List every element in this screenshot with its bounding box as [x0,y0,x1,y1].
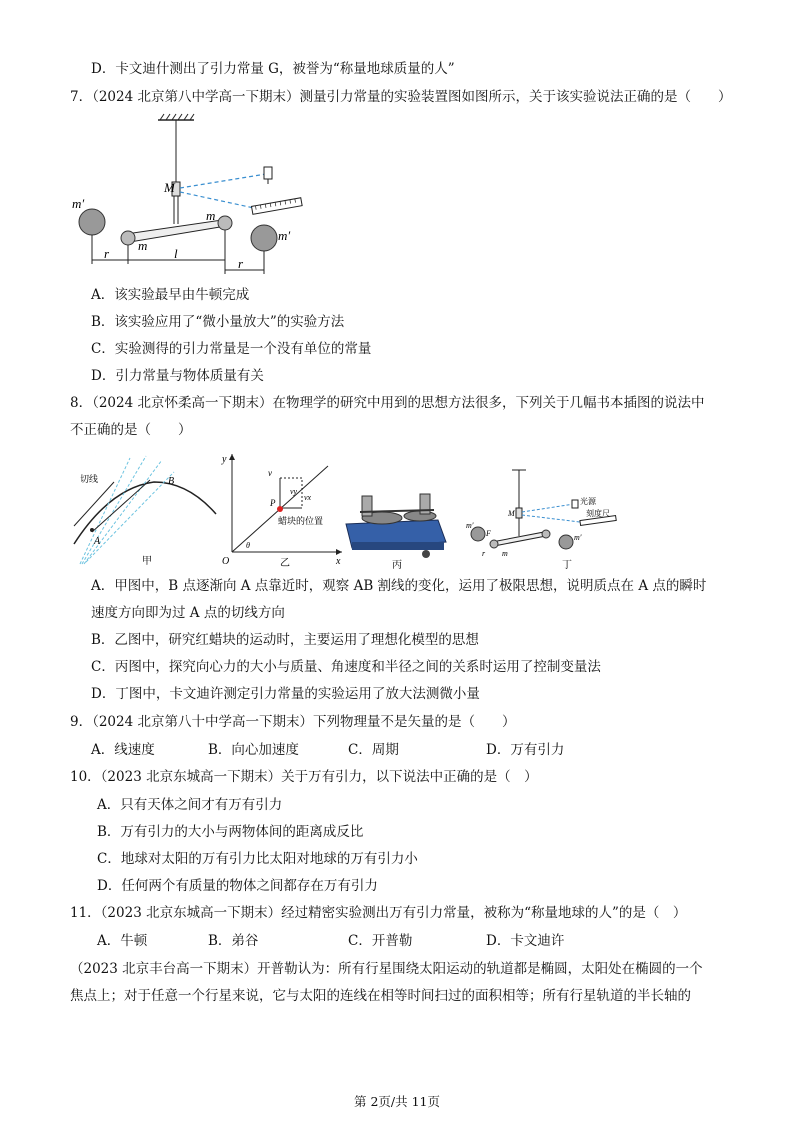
q8-stem-line2: 不正确的是（ ） [70,422,192,438]
q7-option-d: D．引力常量与物体质量有关 [91,368,264,384]
q7-label-r-left: r [104,246,110,261]
q8-caption-bing: 丙 [392,560,402,570]
q7-option-c: C．实验测得的引力常量是一个没有单位的常量 [91,341,372,357]
q8-stem-line1: 8．（2024 北京怀柔高一下期末）在物理学的研究中用到的思想方法很多，下列关于几幅书本插图的说法中 [70,395,705,411]
q8-figure-bing [342,480,450,570]
q10-stem: 10．（2023 北京东城高一下期末）关于万有引力，以下说法中正确的是（ ） [70,769,538,785]
q8-jia-label-tangent: 切线 [80,474,99,484]
q8-caption-yi: 乙 [280,558,290,569]
q8-option-d: D．丁图中，卡文迪许测定引力常量的实验运用了放大法测微小量 [91,686,480,702]
q9-stem: 9．（2024 北京第八十中学高一下期末）下列物理量不是矢量的是（ ） [70,714,516,730]
q8-option-a: A．甲图中，B 点逐渐向 A 点靠近时，观察 AB 割线的变化，运用了极限思想，说明质点在 A 点的瞬时 [91,578,707,594]
q12-line1: （2023 北京丰台高一下期末）开普勒认为：所有行星围绕太阳运动的轨道都是椭圆，太阳处在椭圆的一个 [70,961,703,977]
q7-label-r-right: r [238,256,244,271]
q8-jia-label-A: A [94,536,101,547]
q8-yi-label-y: y [222,454,227,465]
page-footer: 第 2页/共 11页 [353,1094,441,1109]
q9-option-b: B．向心加速度 [208,742,299,758]
q8-figure-yi [218,452,346,570]
q11-option-b: B．弟谷 [208,933,259,949]
q10-option-c: C．地球对太阳的万有引力比太阳对地球的万有引力小 [97,851,418,867]
q8-yi-label-block: 蜡块的位置 [278,516,324,526]
q8-ding-label-light: 光源 [580,497,596,506]
q7-label-mprime-left: m′ [72,196,85,211]
q8-yi-label-x: x [336,556,341,567]
q8-option-c: C．丙图中，探究向心力的大小与质量、角速度和半径之间的关系时运用了控制变量法 [91,659,601,675]
q8-jia-label-B: B [168,476,175,487]
q8-option-a-cont: 速度方向即为过 A 点的切线方向 [91,605,285,621]
q11-option-a: A．牛顿 [97,933,148,949]
q11-option-d: D．卡文迪许 [486,933,565,949]
q7-cavendish-figure [70,112,310,280]
q7-label-mprime-right: m′ [278,228,291,243]
q8-yi-label-P: P [270,498,276,508]
q7-label-M: M [164,180,175,195]
q8-ding-label-scale: 刻度尺 [586,509,610,518]
q8-ding-label-m: m [502,549,508,558]
q8-yi-label-O: O [222,556,230,567]
q8-figure-ding [462,460,632,572]
q7-label-m-right: m [206,208,216,223]
q9-option-a: A．线速度 [91,742,155,758]
q8-figure-jia [70,452,220,570]
q8-yi-label-vx: vx [304,493,312,502]
q10-option-d: D．任何两个有质量的物体之间都存在万有引力 [97,878,378,894]
q8-yi-label-theta: θ [246,541,250,550]
q7-stem: 7．（2024 北京第八中学高一下期末）测量引力常量的实验装置图如图所示，关于该实验说法正确的是（ ） [70,89,732,105]
q11-stem: 11．（2023 北京东城高一下期末）经过精密实验测出万有引力常量，被称为“称量地球的人”的是（ ） [70,905,687,921]
q9-option-c: C．周期 [348,742,399,758]
q8-option-b: B．乙图中，研究红蜡块的运动时，主要运用了理想化模型的思想 [91,632,479,648]
q11-option-c: C．开普勒 [348,933,413,949]
q6-option-d: D．卡文迪什测出了引力常量 G，被誉为“称量地球质量的人” [91,61,455,77]
q8-ding-label-mprime-right: m′ [574,533,582,542]
q10-option-a: A．只有天体之间才有万有引力 [97,797,283,813]
q7-option-b: B．该实验应用了“微小量放大”的实验方法 [91,314,345,330]
q8-ding-label-mprime-left: m′ [466,521,474,530]
q8-caption-ding: 丁 [562,560,572,571]
q9-option-d: D．万有引力 [486,742,565,758]
q10-option-b: B．万有引力的大小与两物体间的距离成反比 [97,824,364,840]
q7-label-m-left: m [138,238,148,253]
q8-caption-jia: 甲 [142,556,152,567]
q7-label-l: l [174,246,178,261]
q8-ding-label-F: F [486,529,491,538]
q8-yi-label-vy: vy [290,487,298,496]
q8-ding-label-M: M [508,509,515,518]
q12-line2: 焦点上；对于任意一个行星来说，它与太阳的连线在相等时间扫过的面积相等；所有行星轨道的半长轴的 [70,988,691,1004]
q8-ding-label-r: r [482,549,486,558]
q7-option-a: A．该实验最早由牛顿完成 [91,287,250,303]
q8-yi-label-v: v [268,468,272,478]
